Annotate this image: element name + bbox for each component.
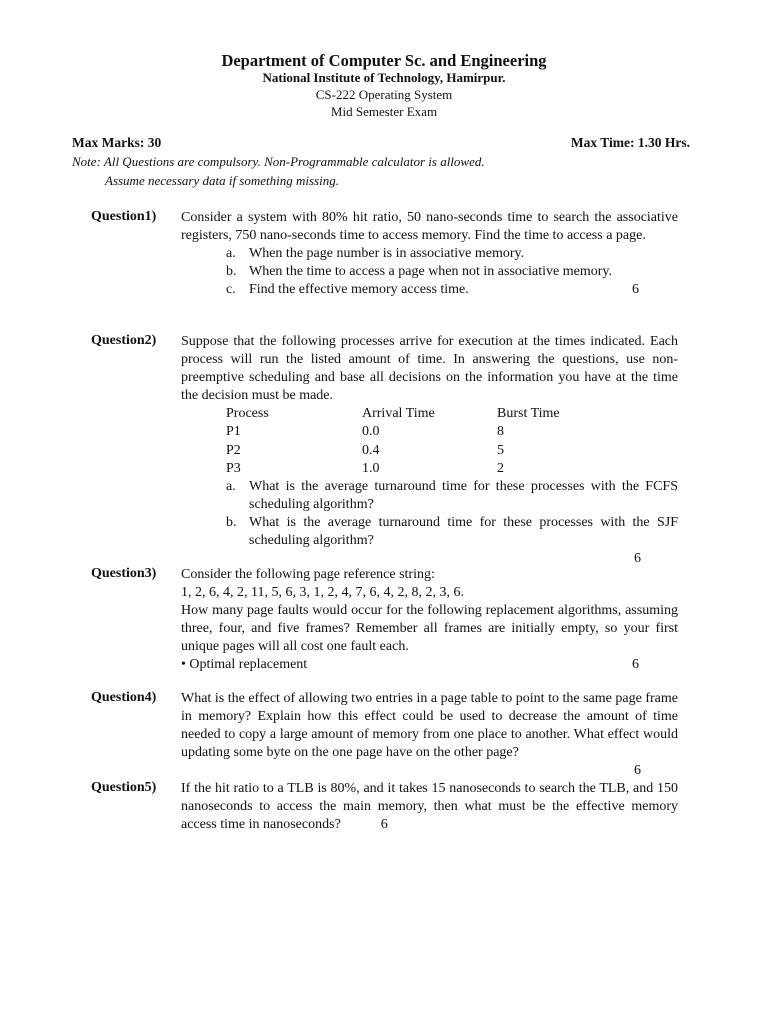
table-cell: 2 [497, 460, 504, 476]
part-text: What is the average turnaround time for these processes with the FCFS scheduling algorithm? [249, 478, 678, 512]
table-cell: P3 [226, 460, 241, 476]
question-1-part-c [181, 281, 678, 299]
question-3-marks: 6 [632, 657, 639, 673]
table-cell: P2 [226, 442, 241, 458]
part-text: When the time to access a page when not in associative memory. [249, 264, 612, 280]
table-row [226, 460, 560, 478]
part-letter: b. [226, 264, 237, 280]
part-text: What is the average turnaround time for these processes with the SJF scheduling algorithm? [249, 514, 678, 549]
table-header: Process [226, 406, 269, 422]
question-1-text: Consider a system with 80% hit ratio, 50 nano-seconds time to search the associative registers, 750 nano-seconds time to access memory. Find the time to access a page. [181, 210, 678, 244]
question-3-line-1: Consider the following page reference string: [181, 567, 435, 582]
question-4-text: What is the effect of allowing two entries in a page table to point to the same page frame in memory? Explain how this effect could be used to decrease the amount of time needed to copy a large amount of memory from one place to another. What effect would updating some byte on the one page have on the other page? [181, 691, 678, 761]
table-header: Burst Time [497, 406, 560, 422]
note-line-1: Note: All Questions are compulsory. Non-Programmable calculator is allowed. [72, 154, 485, 169]
question-5-body [181, 780, 678, 834]
question-2-part-b [181, 514, 678, 550]
table-row [226, 442, 560, 460]
question-3-body [181, 566, 678, 675]
table-cell: 5 [497, 442, 504, 458]
question-1-label: Question1) [91, 209, 157, 224]
question-4-marks: 6 [634, 763, 641, 779]
exam-name: Mid Semester Exam [330, 104, 438, 119]
question-5-marks: 6 [380, 817, 388, 833]
question-2-marks: 6 [634, 551, 641, 567]
question-1-part-a [181, 245, 678, 263]
question-5-text [181, 780, 678, 834]
part-text: When the page number is in associative memory. [249, 246, 525, 262]
table-cell: 0.0 [362, 424, 380, 440]
question-3-bullet-line [181, 656, 678, 674]
part-letter: a. [226, 246, 236, 262]
question-4-label: Question4) [91, 690, 157, 705]
part-letter: c. [226, 282, 236, 298]
question-2-text: Suppose that the following processes arrive for execution at the times indicated. Each process will run the listed amount of time. In answering the questions, use non-preemptive scheduling and base all decisions on the information you have at the time the decision must be made. [181, 334, 678, 404]
institute-name: National Institute of Technology, Hamirpur. [262, 70, 506, 85]
table-header: Arrival Time [362, 406, 435, 422]
table-cell: P1 [226, 424, 241, 440]
table-header-row [226, 405, 560, 423]
table-cell: 1.0 [362, 460, 380, 476]
question-3-label: Question3) [91, 566, 157, 581]
process-table [226, 405, 560, 477]
table-row [226, 423, 560, 441]
table-cell: 8 [497, 424, 504, 440]
part-letter: b. [226, 514, 237, 530]
question-2-part-a [181, 478, 678, 514]
reference-string: 1, 2, 6, 4, 2, 11, 5, 6, 3, 1, 2, 4, 7, 6, 4, 2, 8, 2, 3, 6. [181, 585, 464, 601]
question-5-label: Question5) [91, 780, 157, 795]
department-title: Department of Computer Sc. and Engineering [221, 51, 547, 70]
max-marks: Max Marks: 30 [72, 135, 162, 150]
course-name: CS-222 Operating System [315, 87, 453, 102]
question-4-body [181, 690, 678, 780]
question-2-body [181, 333, 678, 568]
question-1-marks: 6 [632, 282, 639, 298]
max-time: Max Time: 1.30 Hrs. [570, 135, 690, 150]
part-text: Find the effective memory access time. [249, 282, 469, 298]
note-line-2: Assume necessary data if something missing. [105, 173, 339, 188]
question-2-label: Question2) [91, 333, 157, 348]
table-cell: 0.4 [362, 442, 380, 458]
question-3-text: How many page faults would occur for the following replacement algorithms, assuming three, four, and five frames? Remember all frames are initially empty, so your first unique pages will all cost one fault each. [181, 603, 678, 655]
question-1-body [181, 209, 678, 299]
question-5-sentence: If the hit ratio to a TLB is 80%, and it takes 15 nanoseconds to search the TLB, and 150 nanoseconds to access the main memory, then what must be the effective memory access time in nanoseconds? [181, 781, 678, 833]
part-letter: a. [226, 478, 236, 494]
question-1-part-b [181, 263, 678, 281]
bullet-item: • Optimal replacement [181, 657, 308, 673]
